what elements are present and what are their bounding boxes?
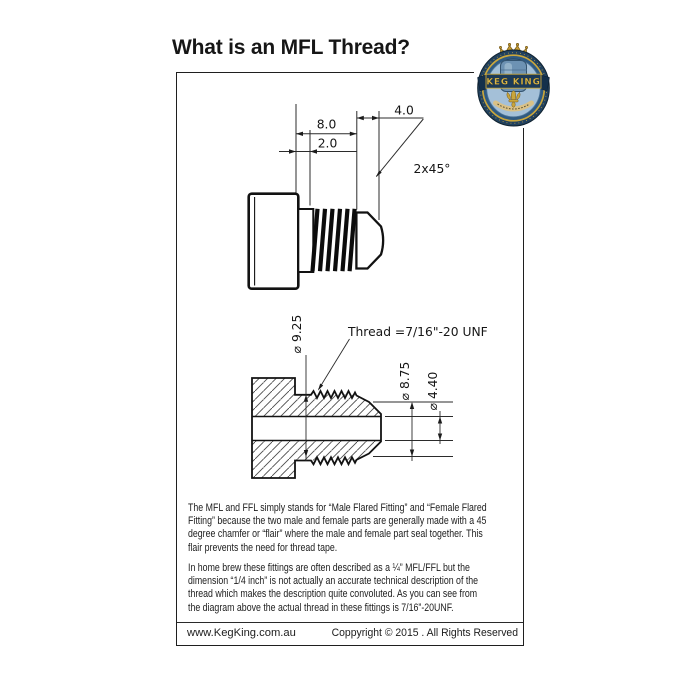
para1-line2: Fitting” because the two male and female parts are generally made with a 45 xyxy=(188,515,487,528)
banner-ribbon xyxy=(478,74,550,91)
paragraph-mfl-ffl xyxy=(188,502,561,555)
dim-tip-length-label: 4.0 xyxy=(394,103,414,118)
thread-spec-label: Thread =7/16"-20 UNF xyxy=(348,325,488,339)
page-title: What is an MFL Thread? xyxy=(172,36,410,59)
keg-king-logo xyxy=(474,40,554,128)
hex-head xyxy=(249,194,299,289)
section-view-drawing xyxy=(252,315,488,478)
para2-line2: dimension “1/4 inch” is not actually an accurate technical description of the xyxy=(188,575,479,588)
para2-line4: the diagram above the actual thread in these fittings is 7/16”-20UNF. xyxy=(188,601,454,614)
para2-line1: In home brew these fittings are often described as a ¼” MFL/FFL but the xyxy=(188,562,470,574)
thread-crests xyxy=(313,209,355,271)
dim-shoulder-length-label: 2.0 xyxy=(317,136,338,151)
footer-divider xyxy=(177,622,523,623)
dim-bore-diameter-label: ⌀ 4.40 xyxy=(426,371,440,411)
para1-line4: flair prevents the need for thread tape. xyxy=(188,541,338,554)
dim-flange-diameter-label: ⌀ 9.25 xyxy=(290,314,304,354)
bore-lines xyxy=(252,417,381,441)
website-url: www.KegKing.com.au xyxy=(187,626,296,639)
flared-nose xyxy=(356,213,383,269)
para1-line3: degree chamfer or “flair” where the male and female part seal together. This xyxy=(188,528,483,541)
para2-line3: thread which makes the description quite convoluted. As you can see from xyxy=(188,588,478,601)
side-view-drawing xyxy=(249,104,451,289)
para1-line1: The MFL and FFL simply stands for “Male Flared Fitting” and “Female Flared xyxy=(188,502,487,514)
dim-major-diameter-label: ⌀ 8.75 xyxy=(398,361,412,401)
shoulder xyxy=(298,209,313,272)
logo-banner-text: KEG KING xyxy=(486,77,541,88)
dim-thread-length-label: 8.0 xyxy=(316,117,337,132)
copyright-text: Coppyright © 2015 . All Rights Reserved xyxy=(331,626,518,639)
dim-chamfer-label: 2x45° xyxy=(413,162,451,176)
paragraph-homebrew xyxy=(188,562,551,615)
